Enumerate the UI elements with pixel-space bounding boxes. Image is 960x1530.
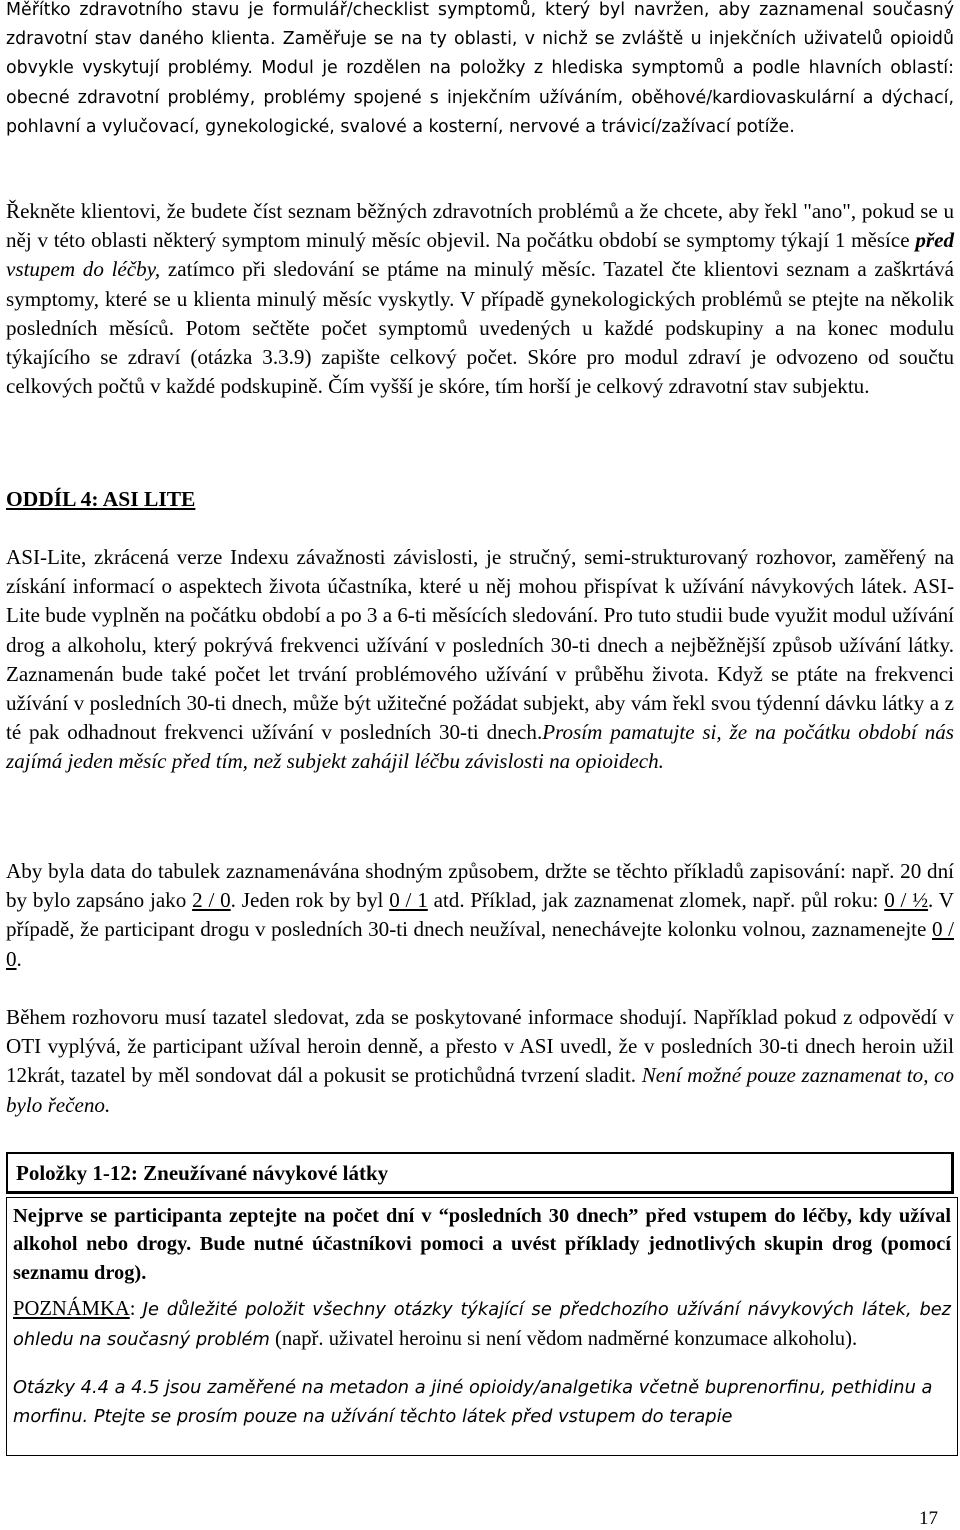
- instructions-questions: Otázky 4.4 a 4.5 jsou zaměřené na metadon a jiné opioidy/analgetika včetně buprenorfinu, pethidinu a morfinu. Ptejte se prosím pouze na užívání těchto látek před vstupem do terapie: [13, 1377, 933, 1427]
- note-italic: Je důležité položit všechny otázky týkající se předchozího užívání návykových látek, bez ohledu na současný problém: [13, 1299, 951, 1350]
- instructions-content: [13, 1202, 951, 1432]
- section-p1-italic: Prosím pamatujte si, že na počátku období nás zajímá jeden měsíc před tím, než subjekt zahájil léčbu závislosti na opioidech.: [6, 720, 954, 774]
- section-p2-text-e: .: [16, 946, 22, 971]
- instructions-note: [13, 1295, 951, 1354]
- intro-p2-text-b: Na počátku období se symptomy týkají 1 měsíce: [490, 228, 916, 253]
- section-p3-main: Během rozhovoru musí tazatel sledovat, zda se poskytované informace shodují. Například pokud z odpovědí v OTI vyplývá, že participant užíval heroin denně, a přesto v ASI uvedl, že v posledních 30-ti dnech heroin užil 12krát, tazatel by měl sondovat dál a pokusit se protichůdná tvrzení sladit.: [6, 1005, 954, 1088]
- note-label: POZNÁMKA: [13, 1298, 130, 1321]
- section-paragraph-1: [6, 543, 954, 777]
- note-rest: (např. uživatel heroinu si není vědom nadměrné konzumace alkoholu).: [269, 1327, 858, 1350]
- section-heading: ODDÍL 4: ASI LITE: [6, 487, 196, 511]
- intro-p2-before: před: [915, 228, 954, 253]
- page-number: 17: [919, 1508, 938, 1529]
- example-20-days: 2 / 0: [192, 888, 231, 913]
- instructions-bold-text: Nejprve se participanta zeptejte na počet dní v “posledních 30 dnech” před vstupem do léčby, kdy užíval alkohol nebo drogy. Bude nutné účastníkovi pomoci a uvést příklady jednotlivých skupin drog (pomocí seznamu drog).: [13, 1205, 951, 1284]
- example-half-year: 0 / ½: [884, 888, 929, 913]
- intro-p2-text-c: zatímco při sledování se ptáme na minulý měsíc. Tazatel čte klientovi seznam a zaškrtává symptomy, které se u klienta minulý měsíc vyskytly. V případě gynekologických problémů se ptejte na několik posledních měsíců. Potom sečtěte počet symptomů uvedených u každé podskupiny a na konec modulu týkajícího se zdraví (otázka 3.3.9) zapište celkový počet. Skóre pro modul zdraví je odvozeno od součtu celkových počtů v každé podskupině. Čím vyšší je skóre, tím horší je celkový zdravotní stav subjektu.: [6, 257, 954, 399]
- intro-p2-treatment: vstupem do léčby,: [6, 257, 161, 282]
- section-paragraph-2: [6, 857, 954, 974]
- section-paragraph-3: [6, 1003, 954, 1120]
- items-title-box: [6, 1152, 954, 1194]
- intro-paragraph-1: Měřítko zdravotního stavu je formulář/checklist symptomů, který byl navržen, aby zaznamenal současný zdravotní stav daného klienta. Zaměřuje se na ty oblasti, v nichž se zvláště u injekčních uživatelů opioidů obvykle vyskytují problémy. Modul je rozdělen na položky z hlediska symptomů a podle hlavních oblastí: obecné zdravotní problémy, problémy spojené s injekčním užíváním, oběhové/kardiovaskulární a dýchací, pohlavní a vylučovací, gynekologické, svalové a kosterní, nervové a trávicí/zažívací potíže.: [6, 0, 954, 137]
- section-p2-text-d: . V případě, že participant drogu v posledních 30-ti dnech neužíval, nenechávejte kolonku volnou, zaznamenejte: [6, 888, 954, 942]
- section-p3-italic: Není možné pouze zaznamenat to, co bylo řečeno.: [6, 1063, 954, 1117]
- items-title: Položky 1-12: Zneužívané návykové látky: [16, 1161, 389, 1185]
- example-one-year: 0 / 1: [389, 888, 428, 913]
- instructions-box: [6, 1197, 958, 1456]
- section-p2-text-c: atd. Příklad, jak zaznamenat zlomek, např. půl roku:: [427, 888, 885, 913]
- intro-paragraph-2: [6, 197, 954, 401]
- section-p2-text-b: . Jeden rok by byl: [230, 888, 390, 913]
- intro-p2-text-a: Řekněte klientovi, že budete číst seznam běžných zdravotních problémů a že chcete, aby řekl "ano", pokud se u něj v této oblasti některý symptom minulý měsíc objevil.: [6, 199, 954, 253]
- section-p1-main: ASI-Lite, zkrácená verze Indexu závažnosti závislosti, je stručný, semi-strukturovaný rozhovor, zaměřený na získání informací o aspektech života účastníka, které u něj mohou přispívat k užívání návykových látek. ASI-Lite bude vyplněn na počátku období a po 3 a 6-ti měsících sledování. Pro tuto studii bude využit modul užívání drog a alkoholu, který pokrývá frekvenci užívání v posledních 30-ti dnech a nejběžnější způsob užívání látky. Zaznamenán bude také počet let trvání problémového užívání v průběhu života. Když se ptáte na frekvenci užívání v posledních 30-ti dnech, může být užitečné požádat subjekt, aby vám řekl svou týdenní dávku látky a z té pak odhadnout frekvenci užívání v posledních 30-ti dnech.: [6, 545, 954, 745]
- example-zero: 0 / 0: [6, 917, 954, 971]
- section-p2-text-a: Aby byla data do tabulek zaznamenávána shodným způsobem, držte se těchto příkladů zapisování: např. 20 dní by bylo zapsáno jako: [6, 859, 954, 913]
- note-colon: :: [129, 1298, 143, 1321]
